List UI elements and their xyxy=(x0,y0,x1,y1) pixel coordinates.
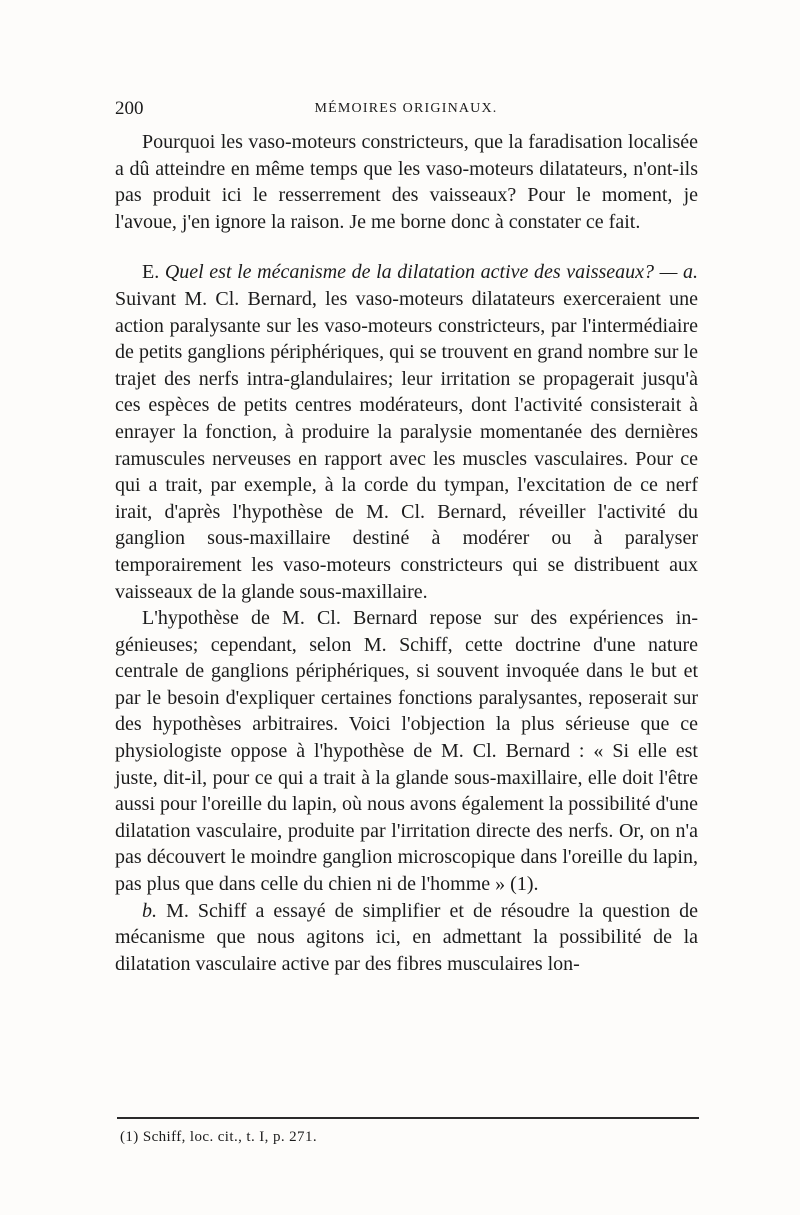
paragraph-4: M. Schiff a essayé de simplifier et de résoudre la question de mécanisme que nous agitons ici, en admettant la possibilité de la dilatation vasculaire active par des fibres musculaires lon- xyxy=(115,899,699,975)
section-e-paragraph xyxy=(115,259,698,605)
paragraph-2: Suivant M. Cl. Bernard, les vaso-moteurs dilatateurs exerceraient une action paralysante sur les vaso-moteurs constricteurs, par l'intermédiaire de petits ganglions périphériques, qui se trouvent en grand nombre sur le trajet des nerfs intra-glandulaires; leur irritation se propagerait jusqu'à ces espèces de petits centres modérateurs, dont l'activité consisterait à enrayer la fonction, à produire la paralysie momentanée des dernières ramuscules nerveuses en rapport avec les muscles vasculaires. Pour ce qui a trait, par exemple, à la corde du tympan, l'excitation de ce nerf irait, d'après l'hypothèse de M. Cl. Bernard, réveiller l'activité du ganglion sous-maxillaire destiné à modérer ou à paralyser temporairement les vaso-moteurs constricteurs qui se distribuent aux vaisseaux de la glande sous-maxillaire. xyxy=(115,287,698,603)
section-title: Quel est le mécanisme de la dilatation active des vaisseaux? — xyxy=(164,261,678,284)
paragraph-4-label: b. xyxy=(142,899,157,922)
paragraph-1: Pourquoi les vaso-moteurs constricteurs, que la faradisation localisée a dû atteindre en même temps que les vaso-moteurs dilatateurs, n'ont-ils pas produit ici le resserrement des vaisseaux? Pour le moment, je l'avoue, j'en ignore la raison. Je me borne donc à constater ce fait. xyxy=(115,131,698,233)
paragraph-4-container xyxy=(115,898,698,978)
running-title: MÉMOIRES ORIGINAUX. xyxy=(314,101,498,116)
paragraph-3: L'hypothèse de M. Cl. Bernard repose sur des expériences ingénieuses; cependant, selon M. Schiff, cette doctrine d'une nature centrale de ganglions périphériques, si souvent invoquée dans le but et par le besoin d'expliquer certaines fonctions paralysantes, reposerait sur des hypothèses arbitraires. Voici l'objection la plus sérieuse que ce physiologiste oppose à l'hypothèse de M. Cl. Bernard : « Si elle est juste, dit-il, pour ce qui a trait à la glande sous-maxillaire, elle doit l'être aussi pour l'oreille du lapin, où nous avons également la possibilité d'une dilatation vasculaire, produite par l'irritation directe des nerfs. Or, on n'a pas découvert le moindre ganglion microscopique dans l'oreille du lapin, pas plus que dans celle du chien ni de l'homme » (1). xyxy=(115,607,698,896)
section-label: E. xyxy=(142,261,160,284)
page-header xyxy=(115,98,697,126)
page-number: 200 xyxy=(115,98,144,119)
section-item-a-label: a. xyxy=(683,261,699,284)
footnote: (1) Schiff, loc. cit., t. I, p. 271. xyxy=(120,1129,318,1145)
body-text xyxy=(115,129,698,977)
footnote-divider xyxy=(117,1117,699,1119)
